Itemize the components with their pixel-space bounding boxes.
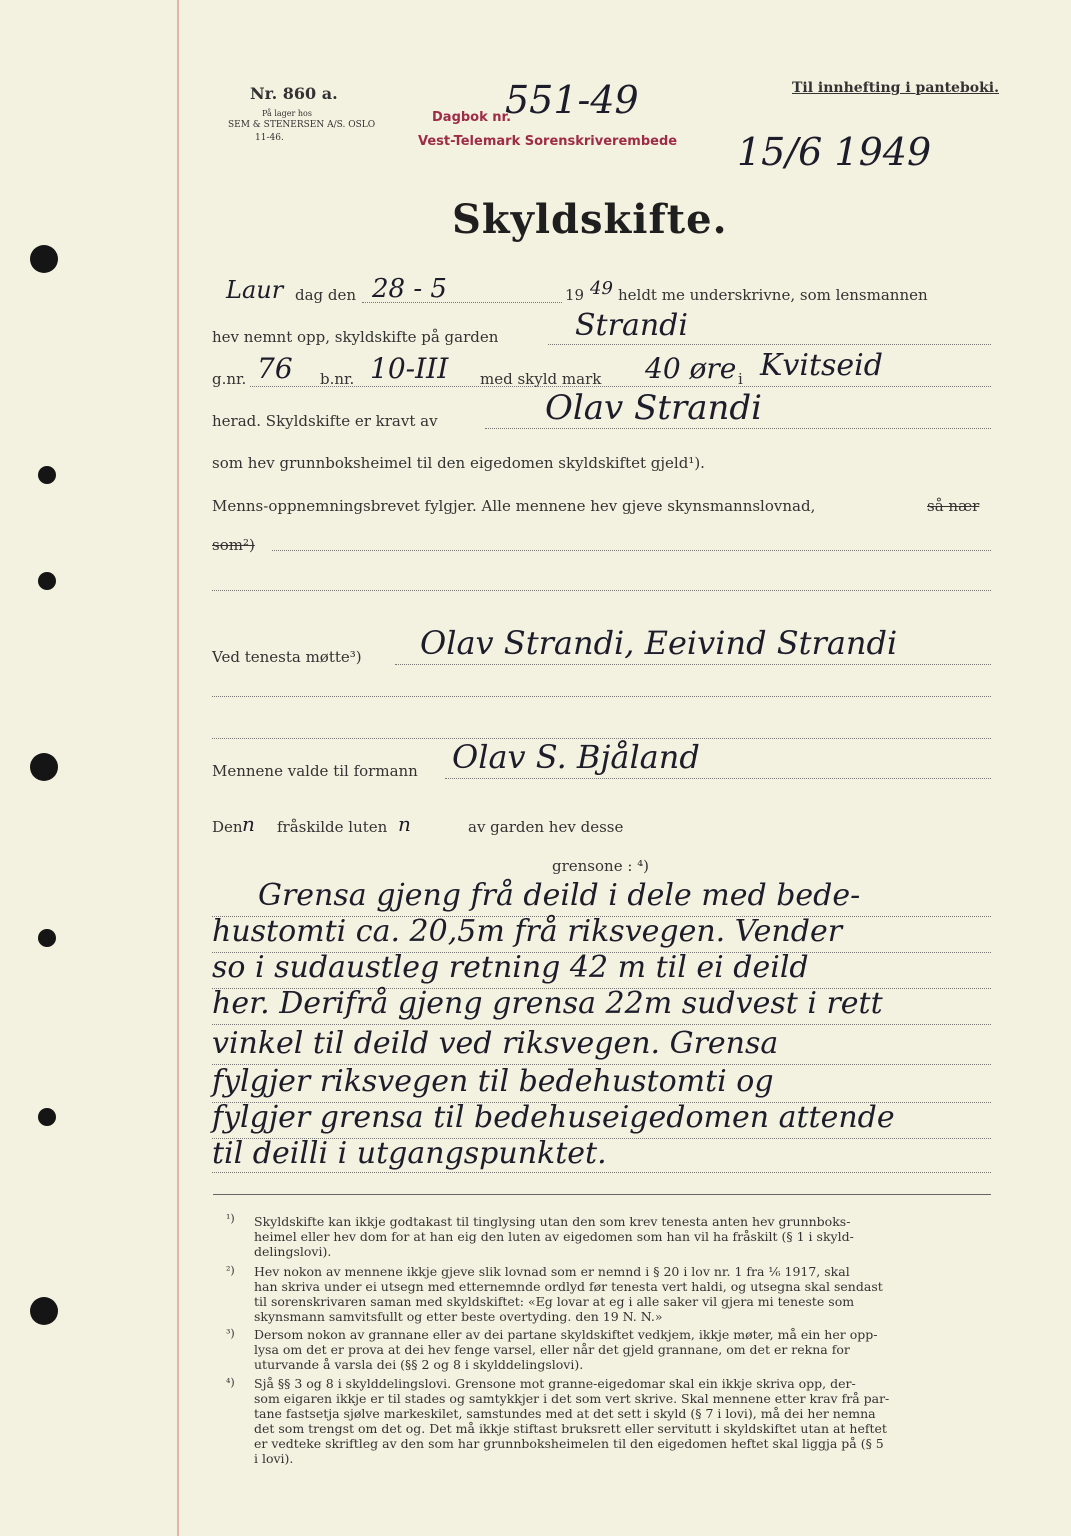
stamp-date: 15/6 1949 [737,130,932,174]
fill-line [250,386,991,387]
publisher-line: 11-46. [255,133,284,143]
footnote-line: til sorenskrivaren saman med skyldskiftet: «Eg lovar at eg i alle saker vil gjera mi teneste som [254,1294,855,1309]
printed-text: b.nr. [320,370,355,388]
stamp-number: 551-49 [505,78,639,122]
punch-hole [30,245,58,273]
requester-name: Olav Strandi [545,388,763,428]
printed-text: Ved tenesta møtte³) [212,648,362,666]
year-value: 49 [590,278,613,299]
printed-text: fråskilde luten [277,818,388,836]
skyld-value: 40 øre [645,352,737,385]
margin-line [177,0,179,1536]
struck-text: som²) [212,536,255,554]
printed-text: heldt me underskrivne, som lensmannen [618,286,928,304]
fill-line [395,664,991,665]
footnote-line: han skriva under ei utsegn med etternemnde ordlyd før tenesta vert haldi, og utsegna skal sendast [254,1279,883,1294]
attendees: Olav Strandi, Eeivind Strandi [420,624,898,662]
footnote-number: ¹) [226,1212,235,1225]
punch-hole [38,929,56,947]
printed-text: hev nemnt opp, skyldskifte på garden [212,328,499,346]
footnote-number: ²) [226,1264,235,1277]
printed-text: i [738,370,743,388]
footnote-number: ⁴) [226,1376,235,1389]
bnr-value: 10-III [370,352,449,385]
binding-note: Til innhefting i panteboki. [792,80,999,96]
printed-text: herad. Skyldskifte er kravt av [212,412,438,430]
footnote-line: i lovi). [254,1451,294,1466]
footnote-number: ³) [226,1327,235,1340]
printed-text: Den [212,818,243,836]
footnote-line: Dersom nokon av grannane eller av dei partane skyldskiftet vedkjem, ikkje møter, må ein her opp- [254,1327,878,1342]
fill-line [212,696,991,697]
footnote-line: det som trengst om det og. Det må ikkje stiftast bruksrett eller servitutt i skyldskiftet utan at heftet [254,1421,887,1436]
struck-text: så nær [927,497,980,515]
punch-hole [30,1297,58,1325]
footnote-line: skynsmann samvitsfullt og etter beste overtyding. den 19 N. N.» [254,1309,663,1324]
footnote-line: uturvande å varsla dei (§§ 2 og 8 i skylddelingslovi). [254,1357,584,1372]
punch-hole [38,466,56,484]
printed-text: med skyld mark [480,370,602,388]
fill-line [485,428,991,429]
punch-hole [30,753,58,781]
gnr-value: 76 [257,352,293,385]
farm-name: Strandi [575,308,688,343]
fill-line [212,590,991,591]
weekday: Laur [226,276,284,304]
footnote-line: lysa om det er prova at dei hev fenge varsel, eller når det gjeld grannane, om det er rekna for [254,1342,850,1357]
footnote-line: Sjå §§ 3 og 8 i skylddelingslovi. Grensone mot granne-eigedomar skal ein ikkje skriva opp, der- [254,1376,856,1391]
footnote-line: delingslovi). [254,1244,332,1259]
fill-line [548,344,991,345]
printed-text: som hev grunnboksheimel til den eigedomen skyldskiftet gjeld¹). [212,454,705,472]
footnote-line: er vedteke skriftleg av den som har grunnboksheimelen til den eigedomen heftet skal liggja på (§ 5 [254,1436,884,1451]
footnote-line: heimel eller hev dom for at han eig den luten av eigedomen som han vil ha fråskilt (§ 1 i skyld- [254,1229,854,1244]
printed-text: 19 [565,286,585,304]
chair-name: Olav S. Bjåland [452,738,700,776]
footnote-line: Skyldskifte kan ikkje godtakast til tinglysing utan den som krev tenesta anten hev grunnboks- [254,1214,851,1229]
form-number: Nr. 860 a. [250,84,338,103]
footnote-line: som eigaren ikkje er til stades og samtykkjer i det som vert skrive. Skal mennene etter krav frå par- [254,1391,890,1406]
fill-line [445,778,991,779]
footnote-line: tane fastsetja sjølve markeskilet, samstundes med at det sett i skyld (§ 7 i lovi), må dei her nemna [254,1406,876,1421]
date-value: 28 - 5 [372,274,447,304]
printed-text: dag den [295,286,357,304]
handwritten-suffix: n [398,812,411,836]
stamp-office: Vest-Telemark Sorenskriverembede [418,134,678,149]
punch-hole [38,572,56,590]
boundary-line: fylgjer grensa til bedehuseigedomen attende [212,1100,895,1135]
boundary-line: hustomti ca. 20,5m frå riksvegen. Vender [212,914,843,949]
fill-line [212,1172,991,1173]
boundary-line: Grensa gjeng frå deild i dele med bede- [258,878,861,913]
punch-hole [38,1108,56,1126]
boundary-line: vinkel til deild ved riksvegen. Grensa [212,1026,779,1061]
boundary-line: her. Derifrå gjeng grensa 22m sudvest i rett [212,986,883,1021]
fill-line [272,550,991,551]
boundary-line: til deilli i utgangspunktet. [212,1136,607,1171]
stamp-label: Dagbok nr. [432,110,512,125]
boundary-line: fylgjer riksvegen til bedehustomti og [212,1064,774,1099]
document-title: Skyldskifte. [452,196,728,243]
publisher-line: På lager hos [262,109,312,118]
printed-text: Menns-oppnemningsbrevet fylgjer. Alle mennene hev gjeve skynsmannslovnad, [212,497,816,515]
printed-text: av garden hev desse [468,818,624,836]
publisher-line: SEM & STENERSEN A/S. OSLO [228,120,376,130]
municipality: Kvitseid [760,348,883,383]
footnote-divider [213,1194,991,1195]
grensone-heading: grensone : ⁴) [552,857,650,875]
boundary-line: so i sudaustleg retning 42 m til ei deild [212,950,809,985]
handwritten-suffix: n [242,812,255,836]
printed-text: Mennene valde til formann [212,762,418,780]
printed-text: g.nr. [212,370,247,388]
footnote-line: Hev nokon av mennene ikkje gjeve slik lovnad som er nemnd i § 20 i lov nr. 1 fra ⅙ 1917, skal [254,1264,850,1279]
